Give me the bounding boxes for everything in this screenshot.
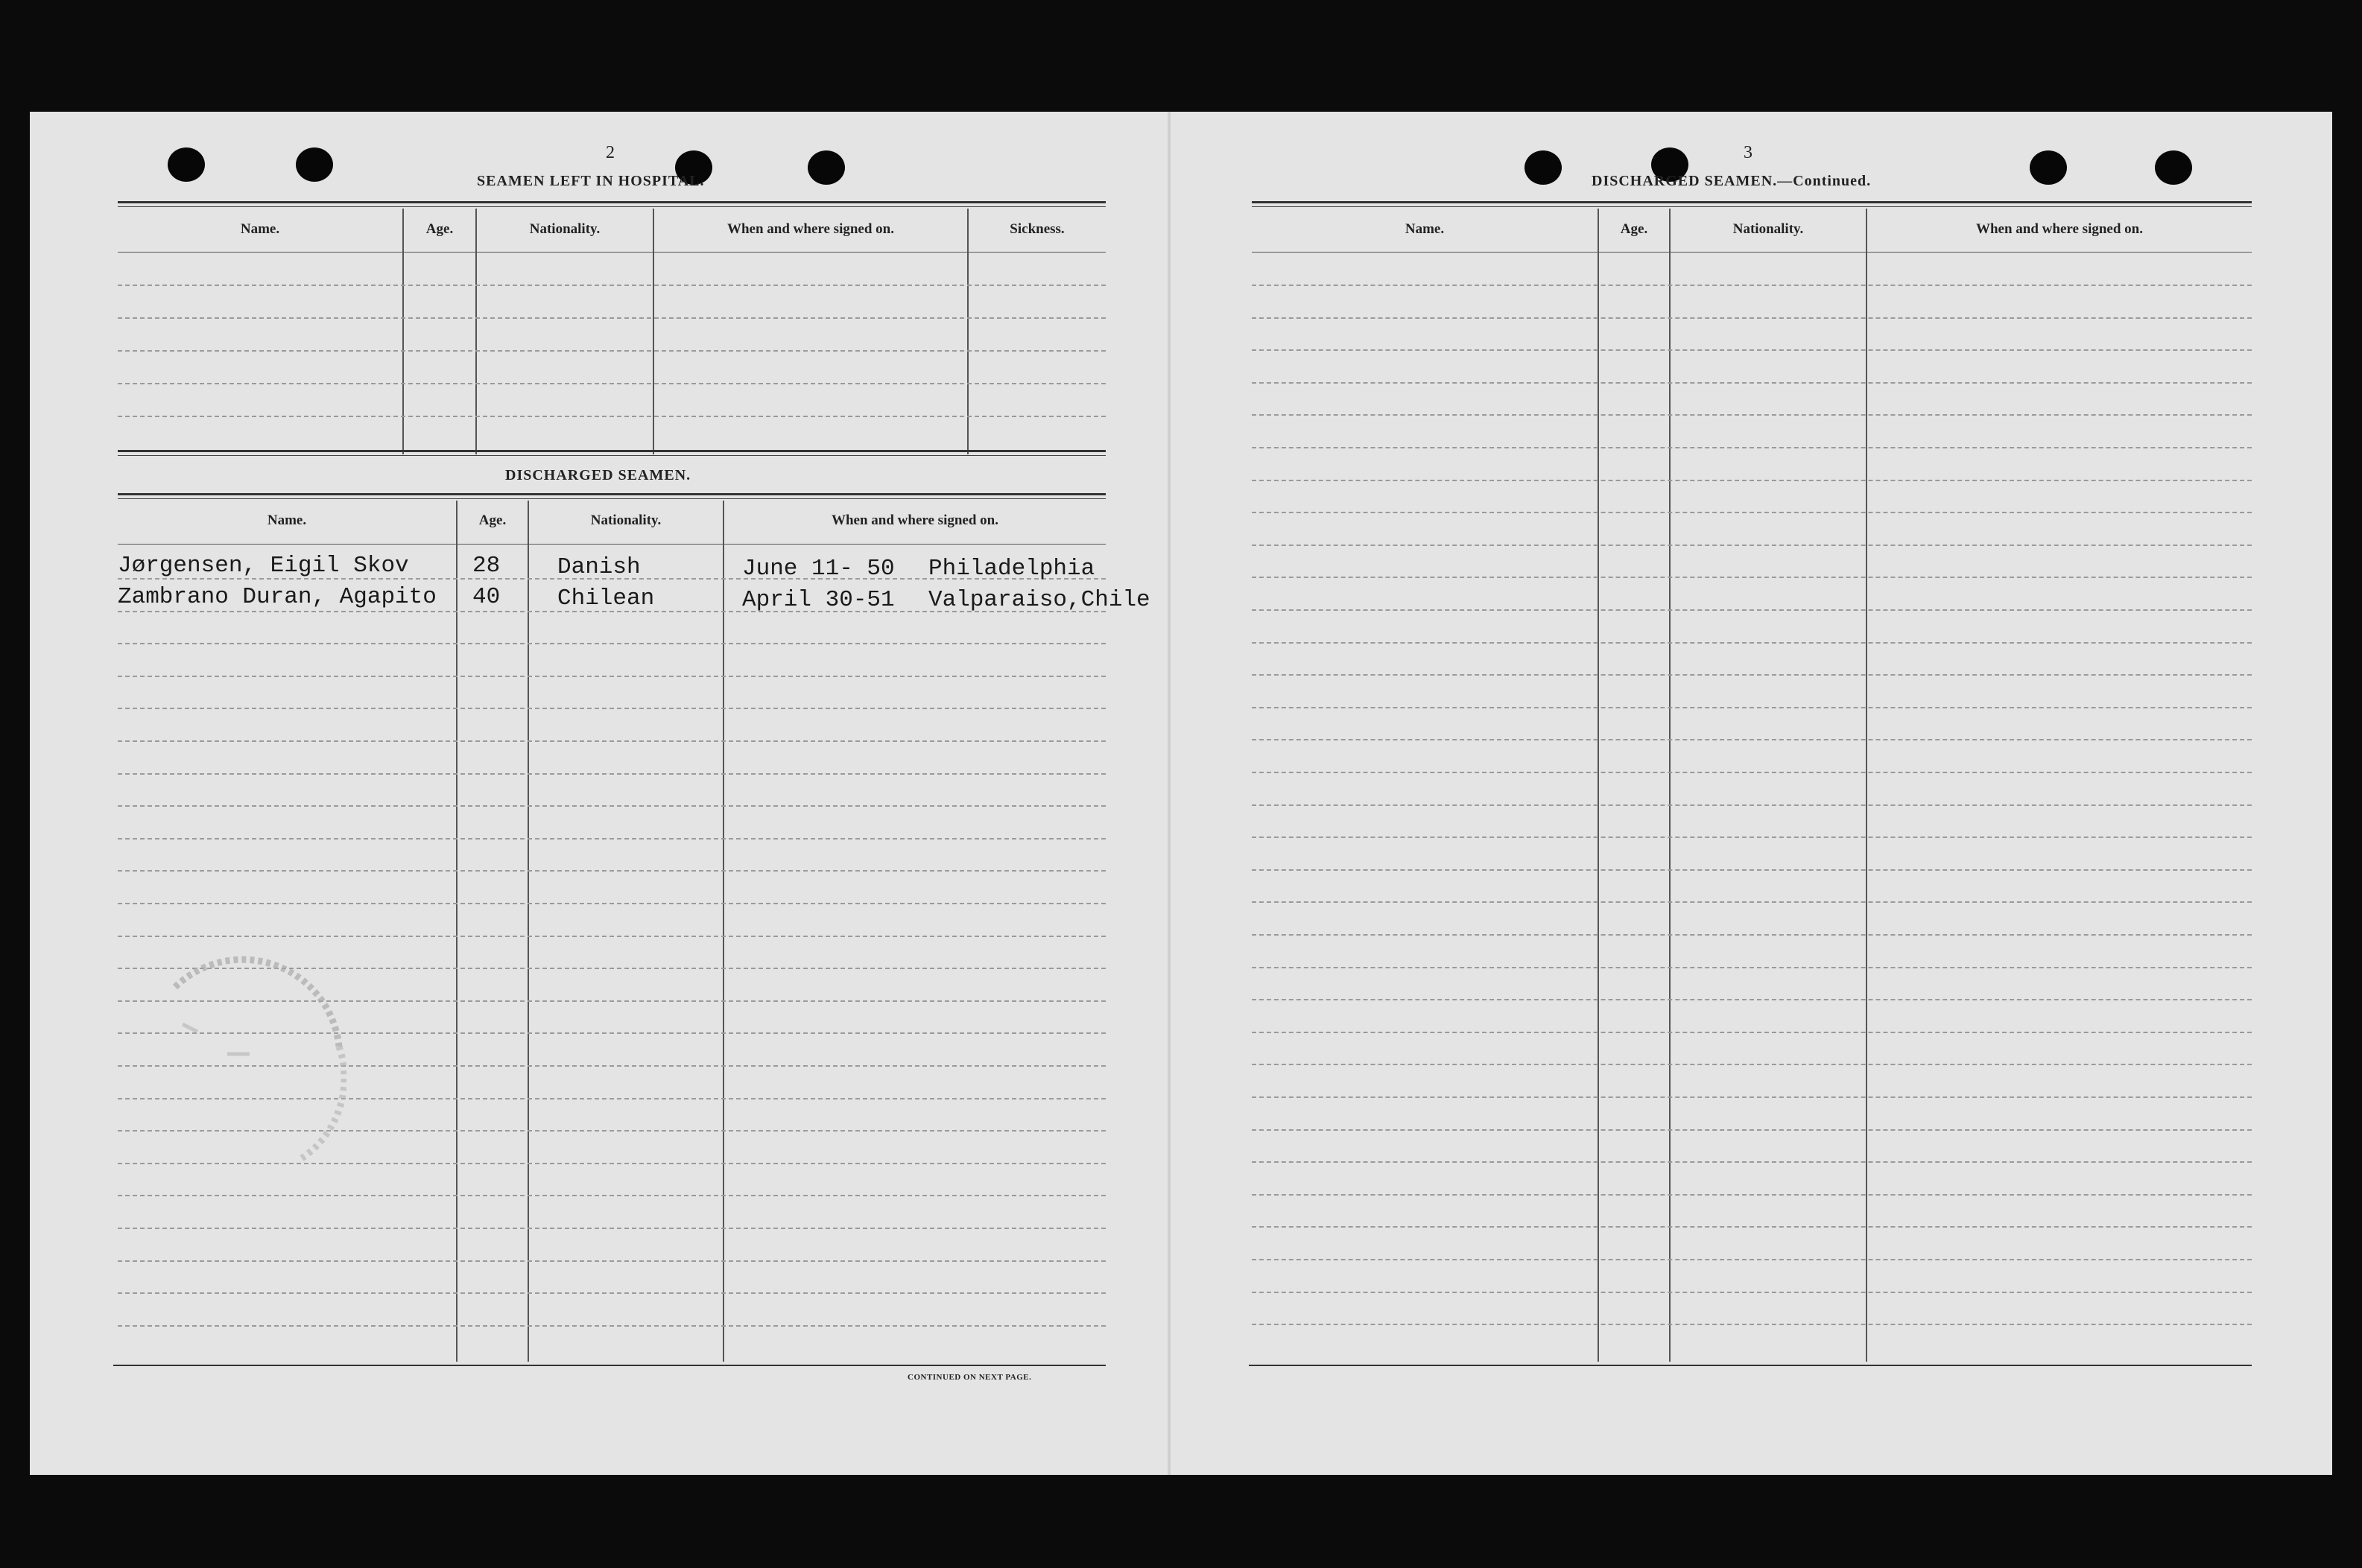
continued-section-title: DISCHARGED SEAMEN.—Continued. bbox=[1592, 173, 1872, 189]
ruled-line bbox=[118, 1292, 1106, 1294]
ruled-line bbox=[1252, 642, 2252, 644]
ruled-line bbox=[118, 838, 1106, 839]
entry-nationality: Chilean bbox=[557, 585, 655, 612]
column-divider bbox=[967, 209, 969, 454]
ruled-line bbox=[118, 903, 1106, 904]
section-rule bbox=[118, 493, 1106, 499]
column-divider bbox=[402, 209, 404, 454]
punch-hole bbox=[808, 150, 845, 185]
ruled-line bbox=[118, 676, 1106, 677]
ruled-line bbox=[1252, 577, 2252, 578]
discharged-section-title: DISCHARGED SEAMEN. bbox=[505, 467, 691, 483]
right-header-name: Name. bbox=[1405, 221, 1445, 237]
ruled-line bbox=[118, 350, 1106, 352]
entry-nationality: Danish bbox=[557, 554, 641, 580]
ruled-line bbox=[118, 285, 1106, 286]
ruled-line bbox=[1252, 1324, 2252, 1325]
right-header-signed-on: When and where signed on. bbox=[1975, 221, 2143, 237]
header-rule bbox=[1252, 201, 2252, 207]
hospital-header-signed-on: When and where signed on. bbox=[726, 221, 894, 237]
ruled-line bbox=[118, 708, 1106, 709]
ruled-line bbox=[1252, 707, 2252, 708]
ruled-line bbox=[1252, 1161, 2252, 1163]
punch-hole bbox=[296, 147, 333, 182]
ruled-line bbox=[1252, 739, 2252, 740]
ruled-line bbox=[118, 317, 1106, 319]
ruled-line bbox=[118, 383, 1106, 384]
ruled-line bbox=[1252, 999, 2252, 1000]
discharged-header-signed-on: When and where signed on. bbox=[831, 512, 998, 528]
discharged-header-nationality: Nationality. bbox=[590, 512, 662, 528]
header-underline bbox=[1252, 252, 2252, 253]
discharged-header-age: Age. bbox=[478, 512, 507, 528]
ruled-line bbox=[1252, 447, 2252, 448]
bottom-rule bbox=[113, 1365, 1106, 1366]
ruled-line bbox=[118, 1260, 1106, 1262]
column-divider bbox=[723, 501, 724, 1362]
column-divider bbox=[653, 209, 654, 454]
ruled-line bbox=[118, 416, 1106, 417]
ruled-line bbox=[1252, 349, 2252, 351]
punch-hole bbox=[168, 147, 205, 182]
ruled-line bbox=[1252, 480, 2252, 481]
ruled-line bbox=[1252, 1064, 2252, 1065]
entry-place: Philadelphia bbox=[928, 556, 1095, 582]
ruled-line bbox=[1252, 1194, 2252, 1196]
hospital-header-age: Age. bbox=[425, 221, 454, 237]
ruled-line bbox=[1252, 609, 2252, 611]
entry-date: June 11- 50 bbox=[742, 556, 895, 582]
header-underline bbox=[118, 544, 1106, 545]
header-rule bbox=[118, 201, 1106, 207]
column-divider bbox=[475, 209, 477, 454]
page-fold bbox=[1168, 112, 1171, 1475]
ruled-line bbox=[1252, 804, 2252, 806]
ruled-line bbox=[1252, 967, 2252, 968]
hospital-section-title: SEAMEN LEFT IN HOSPITAL. bbox=[477, 173, 705, 189]
entry-place: Valparaiso,Chile bbox=[928, 587, 1150, 613]
column-divider bbox=[456, 501, 457, 1362]
hospital-header-name: Name. bbox=[240, 221, 280, 237]
page-number-right: 3 bbox=[1744, 143, 1752, 162]
hospital-header-sickness: Sickness. bbox=[1010, 221, 1065, 237]
column-divider bbox=[528, 501, 529, 1362]
ruled-line bbox=[118, 773, 1106, 775]
discharged-header-name: Name. bbox=[267, 512, 307, 528]
ruled-line bbox=[118, 1195, 1106, 1196]
ruled-line bbox=[1252, 901, 2252, 903]
page-number-left: 2 bbox=[606, 143, 615, 162]
ruled-line bbox=[1252, 512, 2252, 513]
punch-hole bbox=[1524, 150, 1562, 185]
ruled-line bbox=[118, 643, 1106, 644]
ruled-line bbox=[1252, 414, 2252, 416]
ruled-line bbox=[1252, 837, 2252, 838]
header-underline bbox=[118, 252, 1106, 253]
ruled-line bbox=[1252, 674, 2252, 676]
ruled-line bbox=[1252, 1292, 2252, 1293]
ruled-line bbox=[1252, 1259, 2252, 1260]
ruled-line bbox=[118, 1325, 1106, 1327]
ruled-line bbox=[118, 936, 1106, 937]
ruled-line bbox=[1252, 1226, 2252, 1228]
ruled-line bbox=[1252, 1032, 2252, 1033]
faded-stamp bbox=[153, 942, 346, 1166]
ruled-line bbox=[118, 870, 1106, 872]
ruled-line bbox=[118, 740, 1106, 742]
ruled-line bbox=[1252, 772, 2252, 773]
ruled-line bbox=[1252, 317, 2252, 319]
ruled-line bbox=[118, 1228, 1106, 1229]
ruled-line bbox=[1252, 1096, 2252, 1098]
ruled-line bbox=[1252, 545, 2252, 546]
ruled-line bbox=[1252, 382, 2252, 384]
bottom-rule bbox=[1249, 1365, 2252, 1366]
right-header-nationality: Nationality. bbox=[1732, 221, 1804, 237]
ruled-line bbox=[1252, 1129, 2252, 1131]
entry-name: Zambrano Duran, Agapito bbox=[118, 584, 437, 610]
punch-hole bbox=[2030, 150, 2067, 185]
section-rule bbox=[118, 450, 1106, 456]
entry-name: Jørgensen, Eigil Skov bbox=[118, 553, 409, 579]
entry-age: 28 bbox=[472, 553, 501, 579]
ruled-line bbox=[118, 805, 1106, 807]
punch-hole bbox=[2155, 150, 2192, 185]
ruled-line bbox=[1252, 285, 2252, 286]
ruled-line bbox=[1252, 934, 2252, 936]
entry-date: April 30-51 bbox=[742, 587, 895, 613]
hospital-header-nationality: Nationality. bbox=[529, 221, 601, 237]
continued-footer: CONTINUED ON NEXT PAGE. bbox=[908, 1373, 1032, 1382]
entry-age: 40 bbox=[472, 584, 501, 610]
right-header-age: Age. bbox=[1620, 221, 1648, 237]
ruled-line bbox=[1252, 869, 2252, 871]
document-sheet bbox=[30, 112, 2332, 1475]
